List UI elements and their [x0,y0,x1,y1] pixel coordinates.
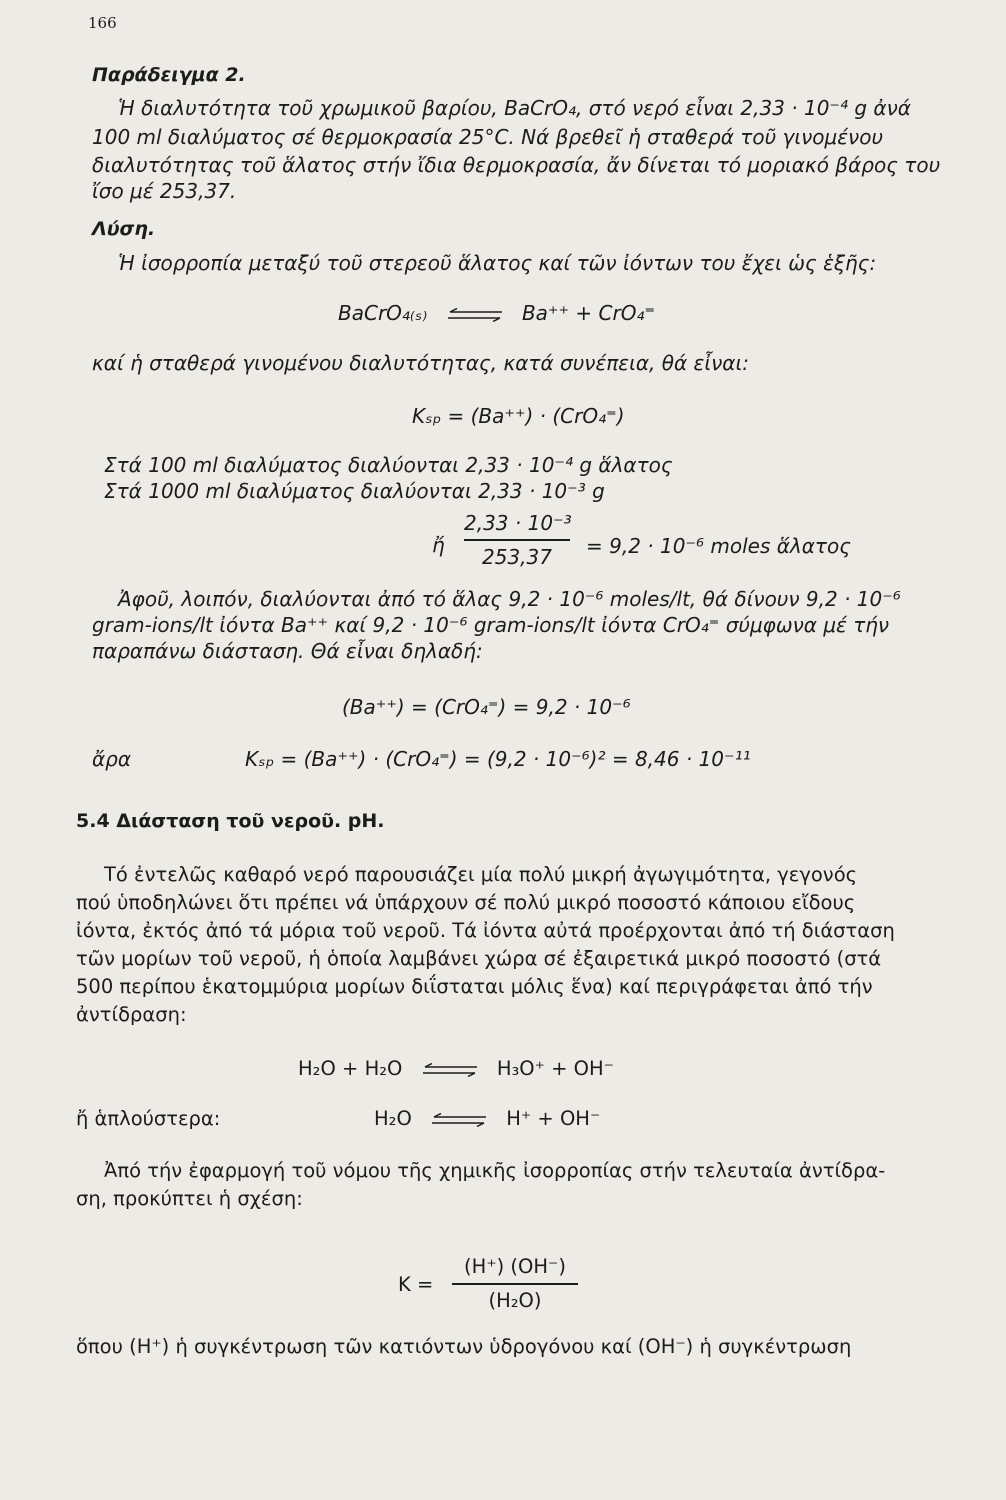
k-numerator: (H⁺) (OH⁻) [464,1255,566,1278]
fraction-numerator: 2,33 · 10⁻³ [464,511,572,535]
paragraph-line: τῶν μορίων τοῦ νεροῦ, ἡ ὁποία λαμβάνει χώρα σέ ἐξαιρετικά μικρό ποσοστό (στά [76,947,882,970]
solution-intro: Ἡ ἰσορροπία μεταξύ τοῦ στερεοῦ ἅλατος καί τῶν ἰόντων του ἔχει ὡς ἑξῆς: [118,251,877,275]
paragraph-line: ση, προκύπτει ἡ σχέση: [76,1187,303,1210]
ksp-expression: Kₛₚ = (Ba⁺⁺) · (CrO₄⁼) [412,404,625,428]
page-number: 166 [88,14,117,32]
equilibrium-arrow-icon [421,1063,479,1077]
ara-label: ἄρα [92,747,132,771]
frac-result: = 9,2 · 10⁻⁶ moles ἅλατος [586,534,851,558]
k-label: K = [398,1273,434,1296]
paragraph-line: ἰόντα, ἐκτός ἀπό τά μόρια τοῦ νεροῦ. Τά ἰόντα αὐτά προέρχονται ἀπό τή διάσταση [76,919,895,942]
ksp-intro: καί ἡ σταθερά γινομένου διαλυτότητας, κατά συνέπεια, θά εἶναι: [92,351,749,375]
k-fraction [452,1254,578,1314]
water-eq1-left: H₂O + H₂O [298,1057,403,1080]
paragraph-line: Τό ἐντελῶς καθαρό νερό παρουσιάζει μία πολύ μικρή ἀγωγιμότητα, γεγονός [104,863,858,886]
problem-line: διαλυτότητας τοῦ ἅλατος στήν ἴδια θερμοκρασία, ἄν δίνεται τό μοριακό βάρος του [92,153,941,177]
problem-line: ἴσο μέ 253,37. [92,179,237,203]
problem-line: 100 ml διαλύματος σέ θερμοκρασία 25°C. Νά βρεθεῖ ἡ σταθερά τοῦ γινομένου [92,125,884,149]
example-heading: Παράδειγμα 2. [92,64,246,86]
solution-heading: Λύση. [92,218,156,240]
section-heading: 5.4 Διάσταση τοῦ νεροῦ. pH. [76,810,385,832]
equilibrium-arrow-icon [430,1113,488,1127]
conclusion-line: gram-ions/lt ἰόντα Ba⁺⁺ καί 9,2 · 10⁻⁶ gram-ions/lt ἰόντα CrO₄⁼ σύμφωνα μέ τήν [92,613,890,637]
molar-fraction [464,510,570,570]
frac-prefix: ἤ [432,533,445,557]
k-denominator: (H₂O) [488,1288,542,1312]
conclusion-line: Ἀφοῦ, λοιπόν, διαλύονται ἀπό τό ἅλας 9,2 · 10⁻⁶ moles/lt, θά δίνουν 9,2 · 10⁻⁶ [118,587,901,611]
fraction-denominator: 253,37 [482,544,552,569]
line-1000ml: Στά 1000 ml διαλύματος διαλύονται 2,33 · 10⁻³ g [104,479,605,503]
water-eq2-right: H⁺ + OH⁻ [506,1107,601,1130]
water-equation-2 [374,1106,600,1132]
eq-left: BaCrO₄₍ₛ₎ [338,301,428,325]
line-100ml: Στά 100 ml διαλύματος διαλύονται 2,33 · 10⁻⁴ g ἅλατος [104,453,673,477]
paragraph-line: ἀντίδραση: [76,1003,187,1026]
fraction-bar [452,1283,578,1285]
paragraph-line: Ἀπό τήν ἐφαρμογή τοῦ νόμου τῆς χημικῆς ἰσορροπίας στήν τελευταία ἀντίδρα- [104,1159,886,1182]
equilibrium-arrow-icon [446,308,504,322]
problem-line: Ἡ διαλυτότητα τοῦ χρωμικοῦ βαρίου, BaCrO₄, στό νερό εἶναι 2,33 · 10⁻⁴ g ἀνά [118,96,911,120]
water-equation-1 [298,1056,614,1082]
paragraph-line: πού ὑποδηλώνει ὅτι πρέπει νά ὑπάρχουν σέ πολύ μικρό ποσοστό κάποιου εἴδους [76,891,856,914]
paragraph-line: 500 περίπου ἑκατομμύρια μορίων διΐσταται μόλις ἕνα) καί περιγράφεται ἀπό τήν [76,975,873,998]
water-eq2-left: H₂O [374,1107,412,1130]
water-eq1-right: H₃O⁺ + OH⁻ [496,1057,614,1080]
ksp-final-equation: Kₛₚ = (Ba⁺⁺) · (CrO₄⁼) = (9,2 · 10⁻⁶)² = 8,46 · 10⁻¹¹ [245,747,751,771]
eq-right: Ba⁺⁺ + CrO₄⁼ [521,301,656,325]
simpler-label: ἤ ἁπλούστερα: [76,1107,221,1130]
paragraph-line: ὅπου (H⁺) ἡ συγκέντρωση τῶν κατιόντων ὑδρογόνου καί (OH⁻) ἡ συγκέντρωση [76,1335,852,1358]
conclusion-line: παραπάνω διάσταση. Θά εἶναι δηλαδή: [92,639,483,663]
fraction-bar [464,539,570,541]
concentration-equation: (Ba⁺⁺) = (CrO₄⁼) = 9,2 · 10⁻⁶ [342,695,631,719]
equilibrium-equation [338,300,655,326]
